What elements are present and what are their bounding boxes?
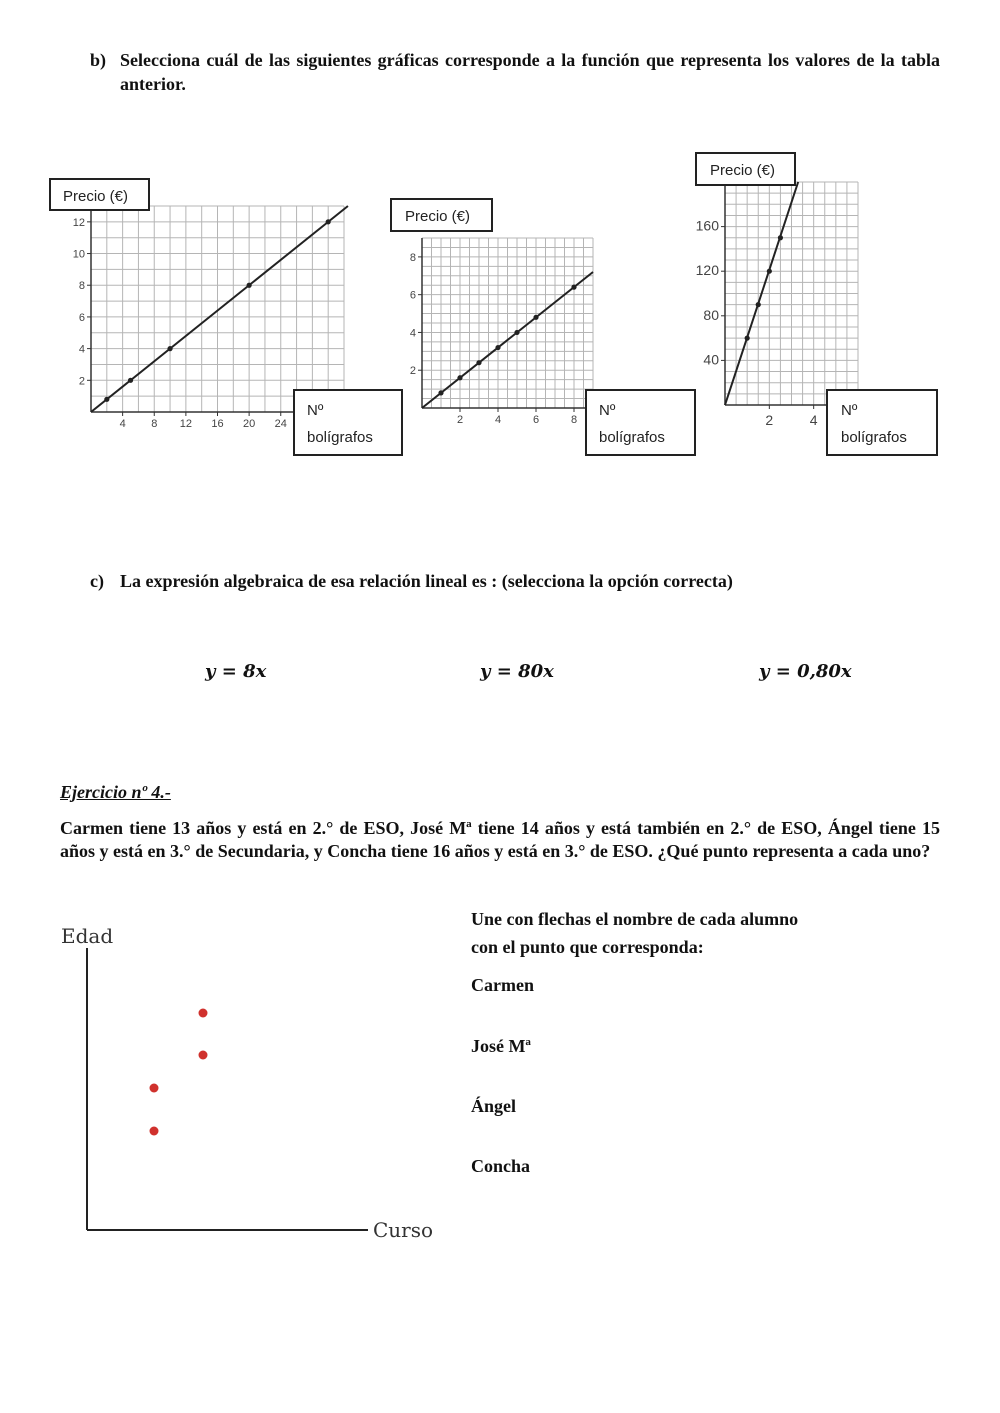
name-jose-maria[interactable]: José Mª bbox=[471, 1036, 531, 1056]
name-concha[interactable]: Concha bbox=[471, 1156, 531, 1176]
name-angel[interactable]: Ángel bbox=[471, 1096, 516, 1116]
question-c-text: La expresión algebraica de esa relación lineal es : (selecciona la opción correcta) bbox=[120, 571, 733, 591]
y-tick-label: 40 bbox=[703, 351, 719, 368]
question-c-label: c) bbox=[90, 571, 104, 591]
question-b-label: b) bbox=[90, 50, 107, 70]
graph-1-xlabel: Nº bolígrafos bbox=[293, 389, 403, 456]
y-tick-label: 4 bbox=[78, 343, 85, 356]
x-tick-label: 4 bbox=[494, 414, 502, 426]
graph-3-ylabel: Precio (€) bbox=[695, 152, 796, 186]
question-b-text: Selecciona cuál de las siguientes gráficas corresponde a la función que representa los valores de la tabla anterior. bbox=[120, 50, 940, 94]
x-tick-label: 2 bbox=[456, 414, 464, 426]
option-8x[interactable]: y = 8x bbox=[205, 661, 267, 682]
x-tick-label: 16 bbox=[211, 418, 224, 430]
graph-2-ylabel: Precio (€) bbox=[390, 198, 493, 232]
x-tick-label: 24 bbox=[274, 418, 287, 430]
x-tick-label: 12 bbox=[179, 418, 192, 430]
instruction-line-2: con el punto que corresponda: bbox=[471, 937, 704, 957]
student-point[interactable] bbox=[150, 1127, 159, 1136]
instruction-line-1: Une con flechas el nombre de cada alumno bbox=[471, 909, 799, 929]
x-tick-label: 20 bbox=[243, 418, 256, 430]
curso-label: Curso bbox=[373, 1218, 434, 1242]
exercise-4-title: Ejercicio nº 4.- bbox=[60, 782, 171, 802]
exercise-4-text: Carmen tiene 13 años y está en 2.° de ESO, José Mª tiene 14 años y está también en 2.° de ESO, Ángel tiene 15 años y está en 3.° de Secundaria, y Concha tiene 16 años y está en 3.° de ESO. ¿Qué punto representa a cada uno? bbox=[60, 818, 940, 861]
y-tick-label: 80 bbox=[703, 306, 719, 323]
instruction bbox=[471, 905, 798, 961]
y-tick-label: 8 bbox=[78, 280, 85, 293]
option-0-80x[interactable]: y = 0,80x bbox=[759, 661, 852, 682]
y-tick-label: 12 bbox=[72, 216, 85, 229]
y-tick-label: 2 bbox=[78, 375, 85, 388]
y-tick-label: 6 bbox=[78, 311, 85, 324]
x-tick-label: 8 bbox=[570, 414, 578, 426]
graph-3-xlabel: Nº bolígrafos bbox=[826, 389, 938, 456]
student-point[interactable] bbox=[150, 1084, 159, 1093]
y-tick-label: 8 bbox=[409, 251, 416, 264]
y-tick-label: 10 bbox=[72, 248, 85, 261]
x-tick-label: 4 bbox=[809, 412, 818, 428]
option-80x[interactable]: y = 80x bbox=[480, 661, 554, 682]
edad-label: Edad bbox=[61, 924, 114, 948]
student-point[interactable] bbox=[199, 1009, 208, 1018]
y-tick-label: 160 bbox=[695, 217, 719, 234]
student-point[interactable] bbox=[199, 1051, 208, 1060]
name-carmen[interactable]: Carmen bbox=[471, 975, 534, 995]
x-tick-label: 8 bbox=[151, 418, 158, 430]
x-tick-label: 4 bbox=[119, 418, 126, 430]
y-tick-label: 2 bbox=[409, 365, 416, 378]
graph-1-ylabel: Precio (€) bbox=[49, 178, 150, 211]
graph-2-xlabel: Nº bolígrafos bbox=[585, 389, 696, 456]
y-tick-label: 6 bbox=[409, 289, 416, 302]
y-tick-label: 120 bbox=[695, 262, 719, 279]
x-tick-label: 6 bbox=[532, 414, 540, 426]
x-tick-label: 2 bbox=[765, 412, 774, 428]
y-tick-label: 4 bbox=[409, 327, 416, 340]
